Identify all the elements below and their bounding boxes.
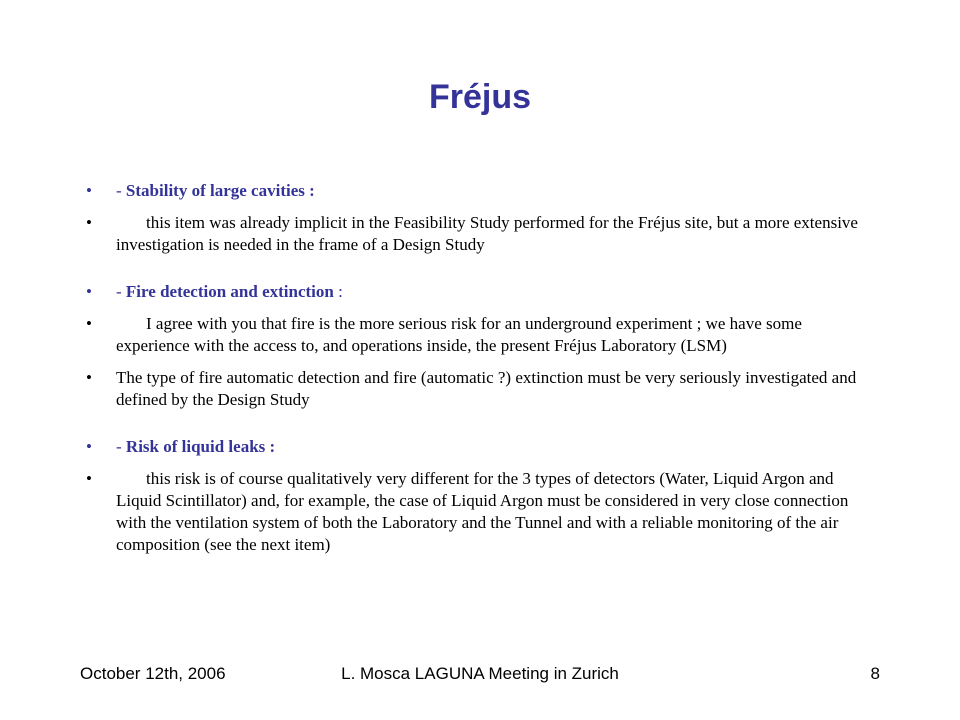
bullet-item-stability-text: • this item was already implicit in the Feasibility Study performed for the Fréjus site, but a more extensive investigation is needed in the frame of a Design Study: [86, 213, 858, 254]
bullet-icon: •: [86, 181, 92, 200]
bullet-icon: •: [86, 213, 92, 232]
bullet-item-fire-text: • I agree with you that fire is the more serious risk for an underground experiment ; we have some experience with the access to, and operations inside, the present Fréjus Laboratory (LSM): [86, 314, 802, 355]
bullet-icon: •: [86, 437, 92, 456]
bullet-item-fire-heading: • - Fire detection and extinction :: [86, 282, 343, 301]
bullet-item-stability-heading: • - Stability of large cavities :: [86, 181, 315, 200]
bullet-item-fire-type-text: • The type of fire automatic detection and fire (automatic ?) extinction must be very seriously investigated and defined by the Design Study: [86, 368, 857, 409]
footer-presenter: L. Mosca LAGUNA Meeting in Zurich: [341, 664, 619, 683]
bullet-item-leaks-heading: • - Risk of liquid leaks :: [86, 437, 276, 456]
slide-body: [86, 180, 876, 556]
bullet-icon: •: [86, 469, 92, 488]
footer-page-number: 8: [870, 664, 880, 683]
bullet-icon: •: [86, 282, 92, 301]
bullet-icon: •: [86, 314, 92, 333]
bullet-item-leaks-text: • this risk is of course qualitatively very different for the 3 types of detectors (Water, Liquid Argon and Liquid Scintillator) and, for example, the case of Liquid Argon must be considered in very close connection with the ventilation system of both the Laboratory and the Tunnel and with a reliable monitoring of the air composition (see the next item): [86, 469, 849, 554]
slide-title: Fréjus: [428, 78, 532, 116]
footer-date: October 12th, 2006: [80, 664, 226, 683]
bullet-icon: •: [86, 368, 92, 387]
